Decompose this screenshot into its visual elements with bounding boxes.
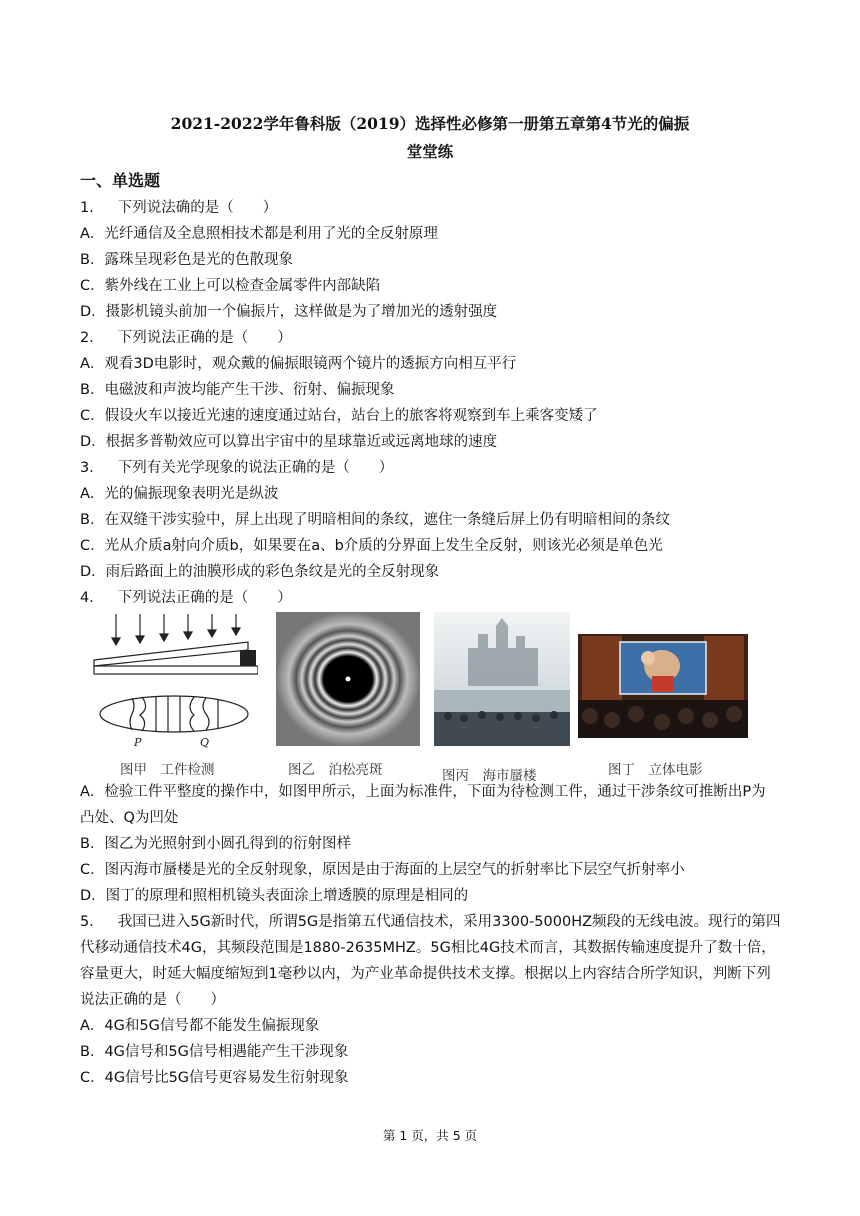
mirage-photo	[434, 612, 570, 746]
interference-diagram	[88, 612, 258, 752]
question-number: 3．	[80, 460, 104, 476]
figure-row	[80, 612, 780, 782]
figure-3d-movie	[578, 634, 748, 738]
question-number: 5．	[80, 914, 104, 930]
option: A．光的偏振现象表明光是纵波	[80, 486, 279, 502]
option: A．光纤通信及全息照相技术都是利用了光的全反射原理	[80, 226, 438, 242]
figure-poisson-spot	[276, 612, 420, 746]
caption-fig-a: 图甲 工件检测	[120, 762, 215, 778]
page-footer: 第 1 页，共 5 页	[382, 1128, 478, 1143]
caption-fig-b: 图乙 泊松亮斑	[288, 762, 383, 778]
question-number: 4．	[80, 590, 104, 606]
option: C．图丙海市蜃楼是光的全反射现象，原因是由于海面的上层空气的折射率比下层空气折射率小	[80, 862, 685, 878]
option: D．根据多普勒效应可以算出宇宙中的星球靠近或远离地球的速度	[80, 434, 498, 450]
option: B．电磁波和声波均能产生干涉、衍射、偏振现象	[80, 382, 395, 398]
option: C．假设火车以接近光速的速度通过站台，站台上的旅客将观察到车上乘客变矮了	[80, 408, 598, 424]
title-line-1: 2021-2022学年鲁科版（2019）选择性必修第一册第五章第4节光的偏振	[170, 114, 690, 133]
title-line-2: 堂堂练	[406, 142, 454, 161]
option: B．图乙为光照射到小圆孔得到的衍射图样	[80, 836, 351, 852]
section-heading: 一、单选题	[80, 171, 161, 190]
question-4-stem: 4． 下列说法正确的是（ ）	[80, 590, 292, 606]
question-5-stem-line: 容量更大，时延大幅度缩短到1毫秒以内，为产业革命提供技术支撑。根据以上内容结合所学知识，判断下列	[80, 966, 771, 982]
question-2-stem: 2． 下列说法正确的是（ ）	[80, 330, 292, 346]
option: B．4G信号和5G信号相遇能产生干涉现象	[80, 1044, 349, 1060]
question-5-stem: 5． 我国已进入5G新时代，所谓5G是指第五代通信技术，采用3300-5000HZ频段的无线电波。现行的第四	[80, 914, 781, 930]
figure-workpiece-inspection	[88, 612, 258, 752]
caption-fig-c: 图丙 海市蜃楼	[442, 768, 537, 784]
option: B．露珠呈现彩色是光的色散现象	[80, 252, 293, 268]
option: A．观看3D电影时，观众戴的偏振眼镜两个镜片的透振方向相互平行	[80, 356, 517, 372]
cinema-photo	[578, 634, 748, 738]
label-p: P	[134, 736, 142, 749]
document-title	[0, 110, 860, 166]
figure-mirage	[434, 612, 570, 746]
option: C．4G信号比5G信号更容易发生衍射现象	[80, 1070, 349, 1086]
question-number: 1．	[80, 200, 104, 216]
option: D．图丁的原理和照相机镜头表面涂上增透膜的原理是相同的	[80, 888, 469, 904]
question-5-stem-line: 代移动通信技术4G，其频段范围是1880-2635MHZ。5G相比4G技术而言，其数据传输速度提升了数十倍，	[80, 940, 776, 956]
option: D．摄影机镜头前加一个偏振片，这样做是为了增加光的透射强度	[80, 304, 498, 320]
caption-fig-d: 图丁 立体电影	[608, 762, 703, 778]
option: D．雨后路面上的油膜形成的彩色条纹是光的全反射现象	[80, 564, 440, 580]
option-continuation: 凸处、Q为凹处	[80, 810, 179, 826]
option: B．在双缝干涉实验中，屏上出现了明暗相间的条纹，遮住一条缝后屏上仍有明暗相间的条纹	[80, 512, 670, 528]
option: A．4G和5G信号都不能发生偏振现象	[80, 1018, 320, 1034]
option: A．检验工件平整度的操作中，如图甲所示，上面为标准件，下面为待检测工件，通过干涉条纹可推断出P为	[80, 784, 766, 800]
label-q: Q	[200, 736, 210, 749]
option: C．紫外线在工业上可以检查金属零件内部缺陷	[80, 278, 381, 294]
question-number: 2．	[80, 330, 104, 346]
question-1-stem: 1． 下列说法确的是（ ）	[80, 200, 278, 216]
question-5-stem-line: 说法正确的是（ ）	[80, 992, 225, 1008]
diffraction-rings-image	[276, 612, 420, 746]
option: C．光从介质a射向介质b，如果要在a、b介质的分界面上发生全反射，则该光必须是单色光	[80, 538, 663, 554]
question-3-stem: 3． 下列有关光学现象的说法正确的是（ ）	[80, 460, 394, 476]
